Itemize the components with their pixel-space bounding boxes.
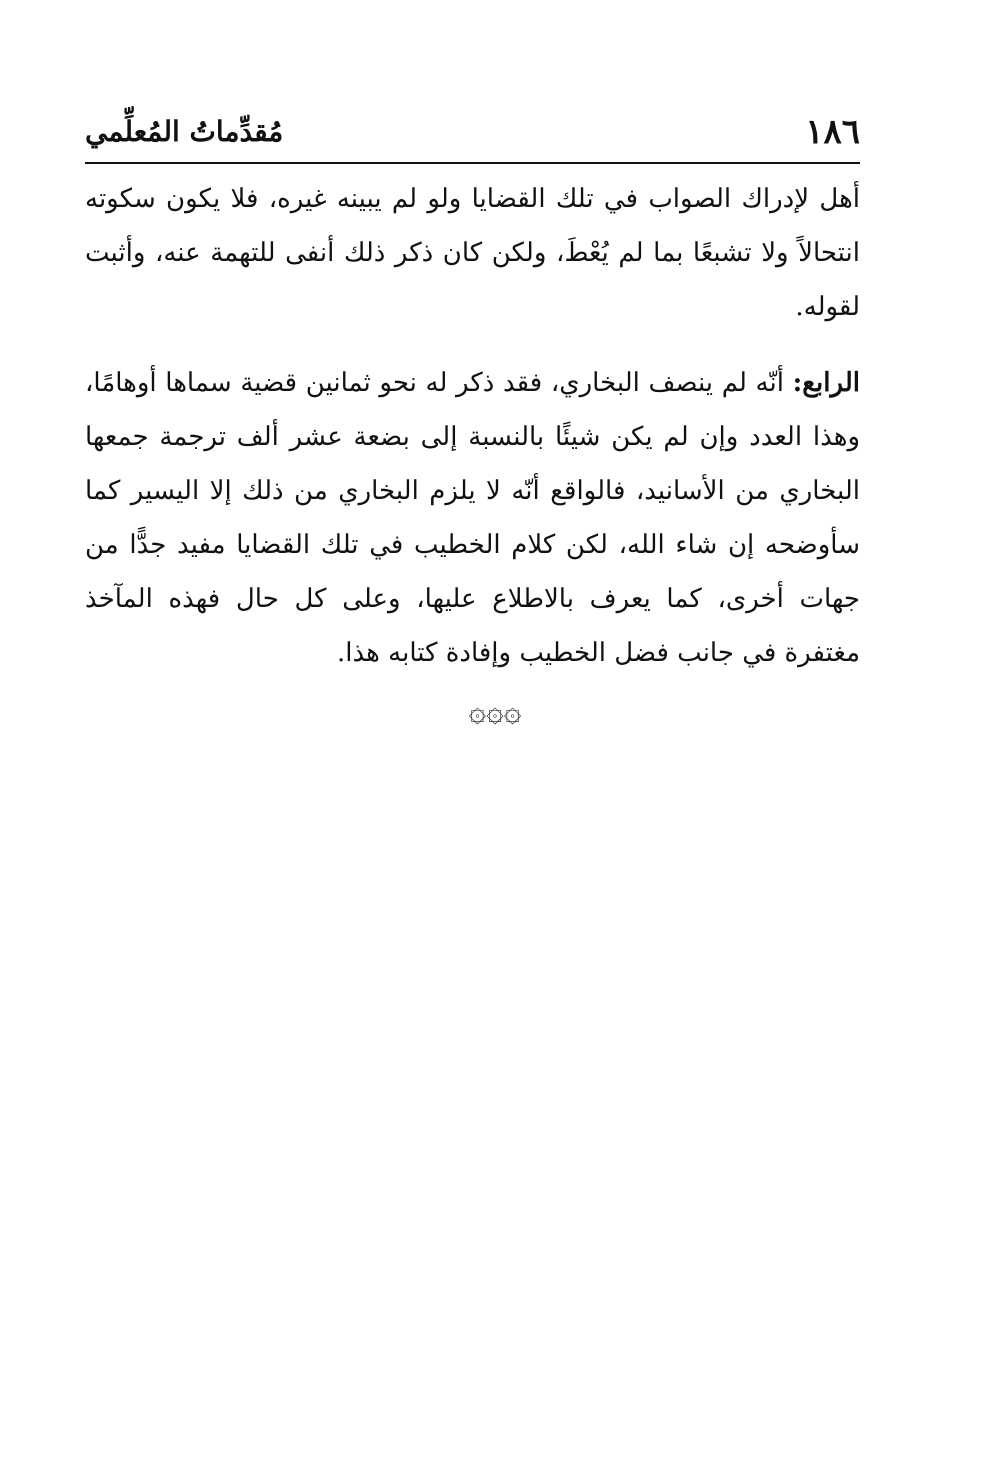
section-end-ornaments: ۞۞۞: [468, 694, 522, 729]
page-number: ١٨٦: [805, 112, 860, 152]
page-header: [85, 110, 860, 156]
body-text: [85, 172, 860, 680]
header-divider: [85, 162, 860, 164]
paragraph-1: [85, 172, 860, 334]
paragraph-2-text: أنّه لم ينصف البخاري، فقد ذكر له نحو ثمانين قضية سماها أوهامًا، وهذا العدد وإن لم يكن شيئًا بالنسبة إلى بضعة عشر ألف ترجمة جمعها البخاري من الأسانيد، فالواقع أنّه لا يلزم البخاري من ذلك إلا اليسير كما سأوضحه إن شاء الله، لكن كلام الخطيب في تلك القضايا مفيد جدًّا من جهات أخرى، كما يعرف بالاطلاع عليها، وعلى كل حال فهذه المآخذ مغتفرة في جانب فضل الخطيب وإفادة كتابه هذا.: [85, 368, 860, 668]
paragraph-1-text: أهل لإدراك الصواب في تلك القضايا ولو لم يبينه غيره، فلا يكون سكوته انتحالاً ولا تشبعًا بما لم يُعْطَ، ولكن كان ذكر ذلك أنفى للتهمة عنه، وأثبت لقوله.: [85, 184, 860, 322]
paragraph-2: [85, 356, 860, 680]
paragraph-2-lead: الرابع:: [792, 368, 860, 398]
running-title: مُقدِّماتُ المُعلِّمي: [85, 115, 284, 148]
